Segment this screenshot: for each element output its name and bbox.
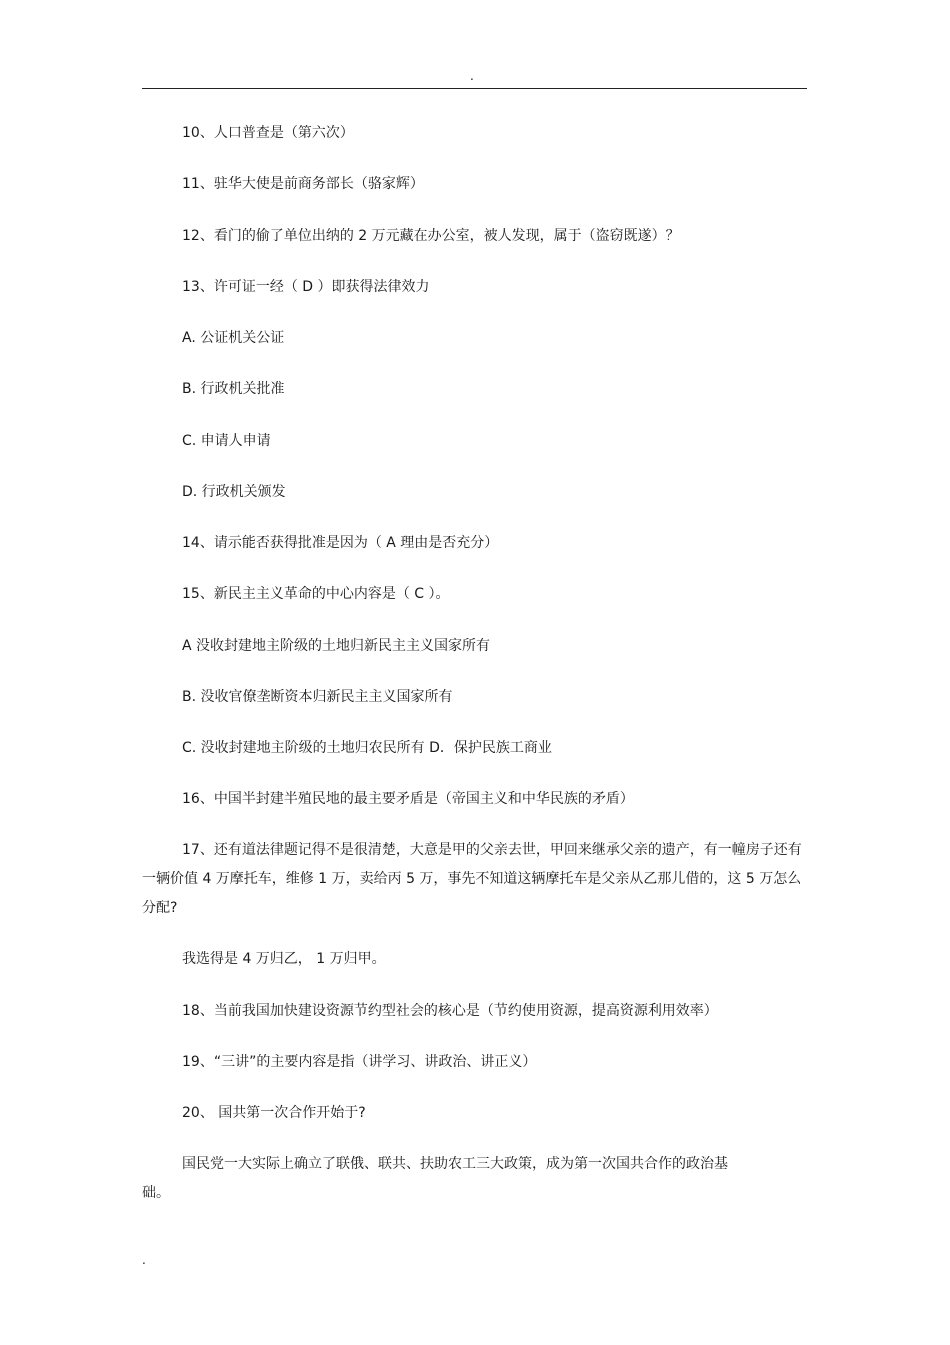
question-12: 12、看门的偷了单位出纳的 2 万元藏在办公室，被人发现，属于（盗窃既遂）？ xyxy=(182,228,680,244)
option-15-a: A 没收封建地主阶级的土地归新民主主义国家所有 xyxy=(182,638,491,654)
header-mark: . xyxy=(470,69,474,83)
question-20: 20、 国共第一次合作开始于? xyxy=(182,1105,366,1121)
question-16: 16、中国半封建半殖民地的最主要矛盾是（帝国主义和中华民族的矛盾） xyxy=(182,791,634,807)
question-10: 10、人口普查是（第六次） xyxy=(182,125,354,141)
option-15-b: B. 没收官僚垄断资本归新民主主义国家所有 xyxy=(182,689,453,705)
option-13-a: A. 公证机关公证 xyxy=(182,330,285,346)
header-rule xyxy=(142,88,807,89)
question-13: 13、许可证一经（ D ）即获得法律效力 xyxy=(182,279,430,295)
answer-17: 我选得是 4 万归乙， 1 万归甲。 xyxy=(182,951,386,967)
question-17: 17、还有道法律题记得不是很清楚，大意是甲的父亲去世，甲回来继承父亲的遗产，有一幢房子还有一辆价值 4 万摩托车，维修 1 万，卖给丙 5 万，事先不知道这辆摩托车是父亲从乙那儿借的，这 5 万怎么分配? xyxy=(142,842,802,916)
option-13-c: C. 申请人申请 xyxy=(182,433,271,449)
option-13-d: D. 行政机关颁发 xyxy=(182,484,286,500)
option-15-c-d: C. 没收封建地主阶级的土地归农民所有 D．保护民族工商业 xyxy=(182,740,552,756)
question-15: 15、新民主主义革命的中心内容是（ C ）。 xyxy=(182,586,450,602)
footer-mark: . xyxy=(142,1253,146,1267)
question-18: 18、当前我国加快建设资源节约型社会的核心是（节约使用资源，提高资源利用效率） xyxy=(182,1003,718,1019)
question-19: 19、“三讲”的主要内容是指（讲学习、讲政治、讲正义） xyxy=(182,1054,537,1070)
answer-20: 国民党一大实际上确立了联俄、联共、扶助农工三大政策，成为第一次国共合作的政治基础。 xyxy=(142,1156,728,1201)
question-14: 14、请示能否获得批准是因为（ A 理由是否充分） xyxy=(182,535,499,551)
question-11: 11、驻华大使是前商务部长（骆家辉） xyxy=(182,176,424,192)
option-13-b: B. 行政机关批准 xyxy=(182,381,285,397)
